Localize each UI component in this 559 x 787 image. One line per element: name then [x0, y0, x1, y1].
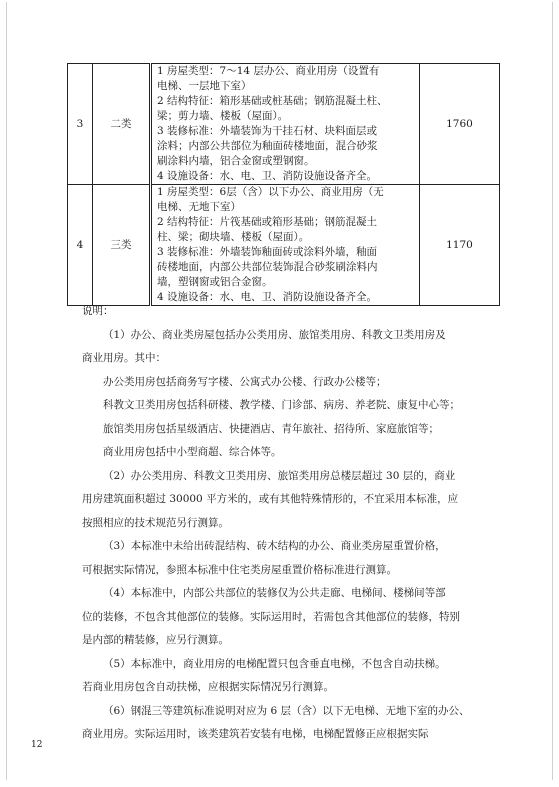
desc-line: 1 房屋类型：6层（含）以下办公、商业用房（无: [157, 186, 384, 198]
desc-line: 墙，塑钢窗或铝合金窗。: [157, 276, 273, 288]
desc-line: 砖楼地面，内部公共部位装饰混合砂浆刷涂料内: [157, 261, 378, 273]
desc-line: 4 设施设备：水、电、卫、消防设施设备齐全。: [157, 291, 378, 303]
note-1-line: （1）办公、商业类房屋包括办公类用房、旅馆类用房、科教文卫类用房及: [103, 328, 446, 341]
note-6-line: （6）钢混三等建筑标准说明对应为 6 层（含）以下无电梯、无地下室的办公、: [103, 704, 470, 717]
desc-line: 2 结构特征：片筏基础或箱形基础；钢筋混凝土: [157, 216, 378, 228]
desc-line: 电梯、一层地下室）: [157, 80, 252, 92]
note-6-line: 商业用房。实际运用时，该类建筑若安装有电梯，电梯配置修正应根据实际: [82, 728, 429, 740]
note-3-line: 可根据实际情况，参照本标准中住宅类房屋重置价格标准进行测算。: [82, 563, 397, 576]
note-2-line: 用房建筑面积超过 30000 平方米的，或有其他特殊情形的，不宜采用本标准，应: [82, 493, 459, 505]
desc-line: 4 设施设备：水、电、卫、消防设施设备齐全。: [157, 170, 378, 182]
desc-line: 2 结构特征：箱形基础或桩基础；钢筋混凝土柱、: [157, 95, 388, 107]
desc-line: 电梯、无地下室）: [157, 201, 241, 213]
row-class: 三类: [93, 185, 151, 306]
note-1-hotel: 旅馆类用房包括星级酒店、快捷酒店、青年旅社、招待所、家庭旅馆等；: [103, 422, 439, 435]
desc-line: 刷涂料内墙，铝合金窗或塑钢窗。: [157, 155, 315, 167]
note-1-commerce: 商业用房包括中小型商超、综合体等。: [103, 446, 282, 458]
note-4-line: 位的装修，不包含其他部位的装修。实际运用时，若需包含其他部位的装修，特别: [82, 610, 460, 623]
row-number: 4: [68, 185, 93, 306]
building-standard-table: [67, 63, 500, 306]
note-1-science: 科教文卫类用房包括科研楼、教学楼、门诊部、病房、养老院、康复中心等；: [103, 399, 460, 411]
note-4-line: （4）本标准中，内部公共部位的装修仅为公共走廊、电梯间、楼梯间等部: [103, 587, 446, 599]
notes-heading: 说明：: [82, 305, 114, 317]
note-2-line: （2）办公类用房、科教文卫类用房、旅馆类用房总楼层超过 30 层的，商业: [103, 469, 456, 482]
desc-line: 柱、梁；砌块墙、楼板（屋面）。: [157, 231, 310, 243]
note-5-line: （5）本标准中，商业用房的电梯配置只包含垂直电梯，不包含自动扶梯。: [103, 657, 446, 670]
row-description: [151, 64, 420, 185]
table-row: [68, 185, 500, 306]
desc-line: 3 装修标准：外墙装饰为干挂石材、块料面层或: [157, 125, 378, 137]
note-5-line: 若商业用房包含自动扶梯，应根据实际情况另行测算。: [82, 681, 334, 693]
note-4-line: 是内部的精装修，应另行测算。: [82, 634, 229, 646]
row-description: [151, 185, 420, 306]
notes-section: [82, 300, 482, 747]
row-class: 二类: [93, 64, 151, 185]
note-1-office: 办公类用房包括商务写字楼、公寓式办公楼、行政办公楼等；: [103, 375, 387, 388]
note-1-line: 商业用房。其中：: [82, 352, 166, 364]
note-3-line: （3）本标准中未给出砖混结构、砖木结构的办公、商业类房屋重置价格，: [103, 540, 446, 552]
row-number: 3: [68, 64, 93, 185]
table-row: [68, 64, 500, 185]
desc-line: 1 房屋类型：7～14 层办公、商业用房（设置有: [157, 65, 380, 77]
row-price: 1760: [420, 64, 500, 185]
desc-line: 3 装修标准：外墙装饰釉面砖或涂料外墙，釉面: [157, 246, 378, 258]
page-number: 12: [31, 740, 43, 750]
desc-line: 梁；剪力墙、楼板（屋面）。: [157, 110, 289, 122]
desc-line: 涂料；内部公共部位为釉面砖楼地面，混合砂浆: [157, 140, 378, 152]
note-2-line: 按照相应的技术规范另行测算。: [82, 516, 229, 529]
row-price: 1170: [420, 185, 500, 306]
